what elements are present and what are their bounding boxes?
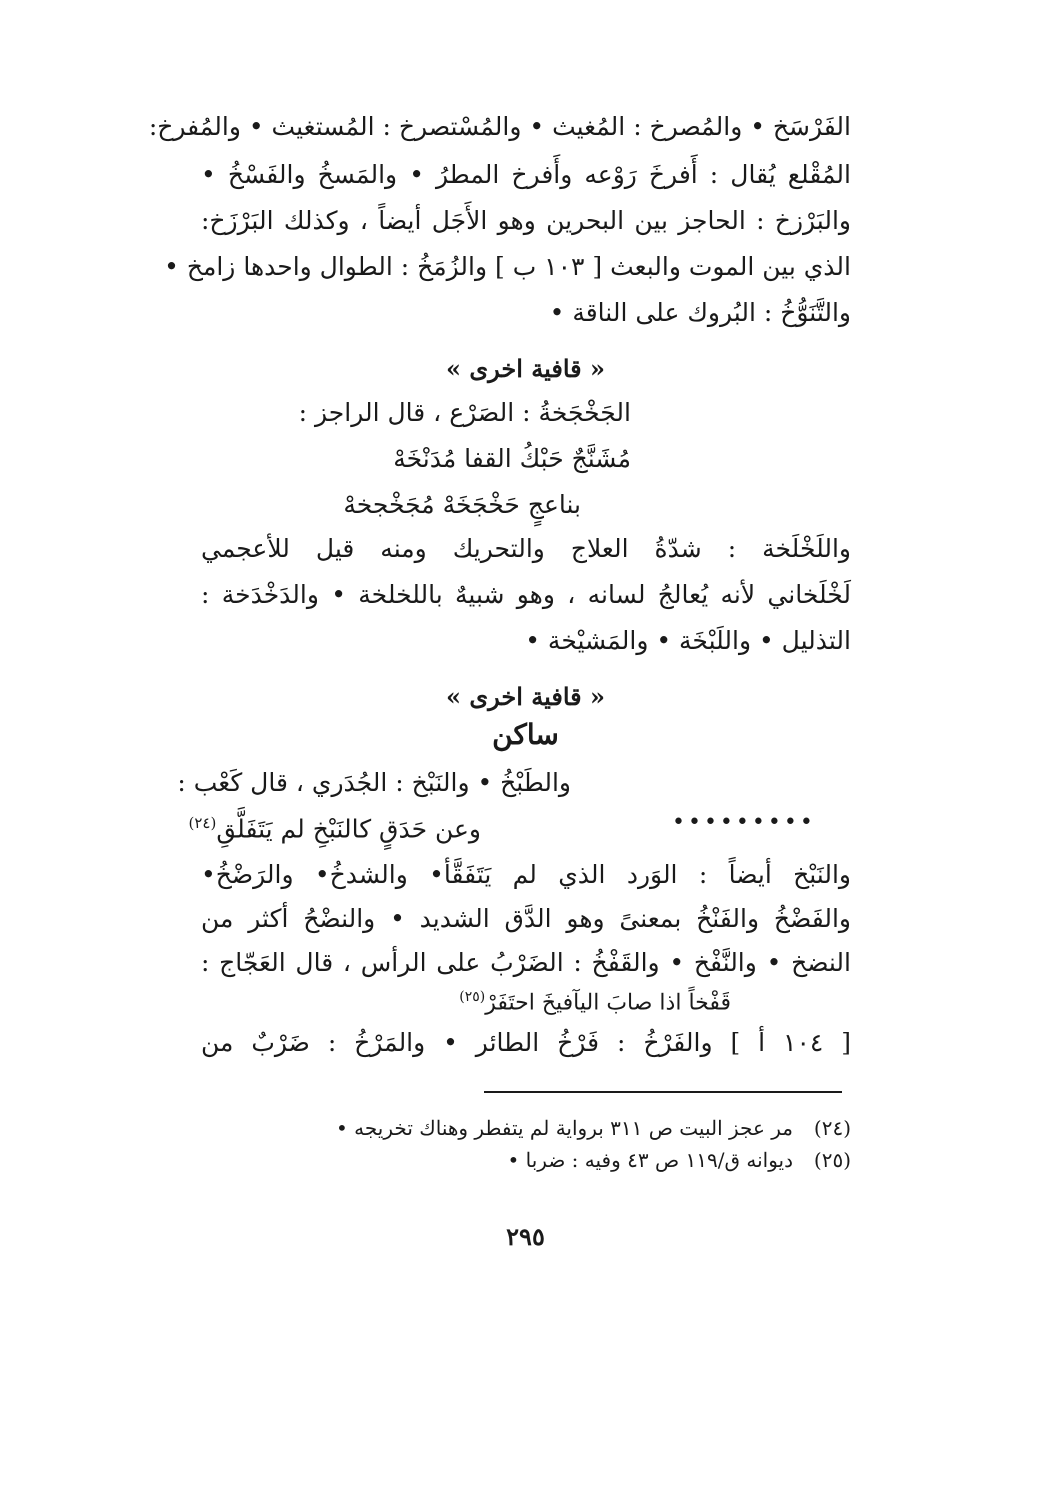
text-line: والفَضْخُ والفَنْخُ بمعنىً وهو الدَّق الشديد • والنضْحُ أكثر من — [201, 904, 851, 933]
section-heading: « قافية اخرى » — [446, 682, 605, 711]
verse-text: وعن حَدَقٍ كالنَبْخِ لم يَتَفَلَّقِ — [216, 814, 481, 844]
text-line: النضخ • والنَّفْخ • والقَفْخُ : الضَرْبُ على الرأس ، قال العَجّاج : — [201, 948, 851, 977]
verse-text: قَفْخاً اذا صابَ اليآفيخَ احتَفَرْ — [485, 990, 731, 1016]
text-line: والبَرْزخ : الحاجز بين البحرين وهو الأَجَل أيضاً ، وكذلك البَرْزَخ: — [201, 206, 851, 235]
footnote-ref: (٢٥) — [459, 989, 486, 1005]
footnote-divider — [484, 1091, 842, 1093]
text-line: والطَبْخُ • والنَبْخ : الجُدَري ، قال كَعْب : — [177, 768, 571, 797]
footnote — [507, 1146, 851, 1174]
text-line: والنَبْخ أيضاً : الوَرد الذي لم يَتَفَقَّأ• والشدخُ• والرَضْخُ• — [201, 860, 851, 889]
text-line: الجَخْجَخةُ : الصَرْع ، قال الراجز : — [298, 398, 631, 427]
verse-ellipsis: ••••••••• — [672, 810, 816, 835]
verse-line — [459, 980, 731, 1020]
footnote-text: مر عجز البيت ص ٣١١ برواية لم يتفطر وهناك تخريجه • — [336, 1116, 793, 1140]
footnote-ref: (٢٤) — [188, 814, 217, 832]
text-line: المُقْلع يُقال : أَفرخَ رَوْعه وأَفرخ المطرُ • والمَسخُ والفَسْخُ • — [201, 160, 851, 189]
footnote — [336, 1114, 851, 1142]
text-line: والتَّنَوُّخُ : البُروك على الناقة • — [549, 298, 851, 327]
text-line: التذليل • واللَبْخَة • والمَشيْخة • — [525, 626, 851, 655]
text-line: واللَخْلَخة : شدّةُ العلاج والتحريك ومنه قيل للأعجمي — [201, 534, 851, 563]
verse-line: مُشَنَّجٌ حَبْكُ القفا مُدَنْخَهْ — [393, 444, 631, 473]
verse-line — [188, 806, 481, 846]
footnote-number: (٢٥) — [813, 1148, 851, 1172]
text-line: لَخْلَخاني لأنه يُعالجُ لسانه ، وهو شبيهٌ باللخلخة • والدَخْدَخة : — [201, 580, 851, 609]
page-number: ٢٩٥ — [506, 1222, 545, 1251]
footnote-text: ديوانه ق/١١٩ ص ٤٣ وفيه : ضربا • — [507, 1148, 793, 1172]
section-subheading: ساكن — [492, 718, 559, 751]
text-line: الذي بين الموت والبعث [ ١٠٣ ب ] والزُمَخُ : الطوال واحدها زامخ • — [164, 252, 851, 281]
verse-line: بناعجٍ حَخْجَخَهْ مُجَخْجخهْ — [343, 490, 581, 519]
section-heading: « قافية اخرى » — [446, 354, 605, 383]
text-line: الفَرْسَخ • والمُصرخ : المُغيث • والمُسْتصرخ : المُستغيث • والمُفرخ: — [148, 112, 851, 141]
footnote-number: (٢٤) — [813, 1116, 851, 1140]
text-line: [ ١٠٤ أ ] والفَرْخُ : فَرْخُ الطائر • والمَرْخُ : ضَرْبٌ من — [201, 1028, 851, 1057]
